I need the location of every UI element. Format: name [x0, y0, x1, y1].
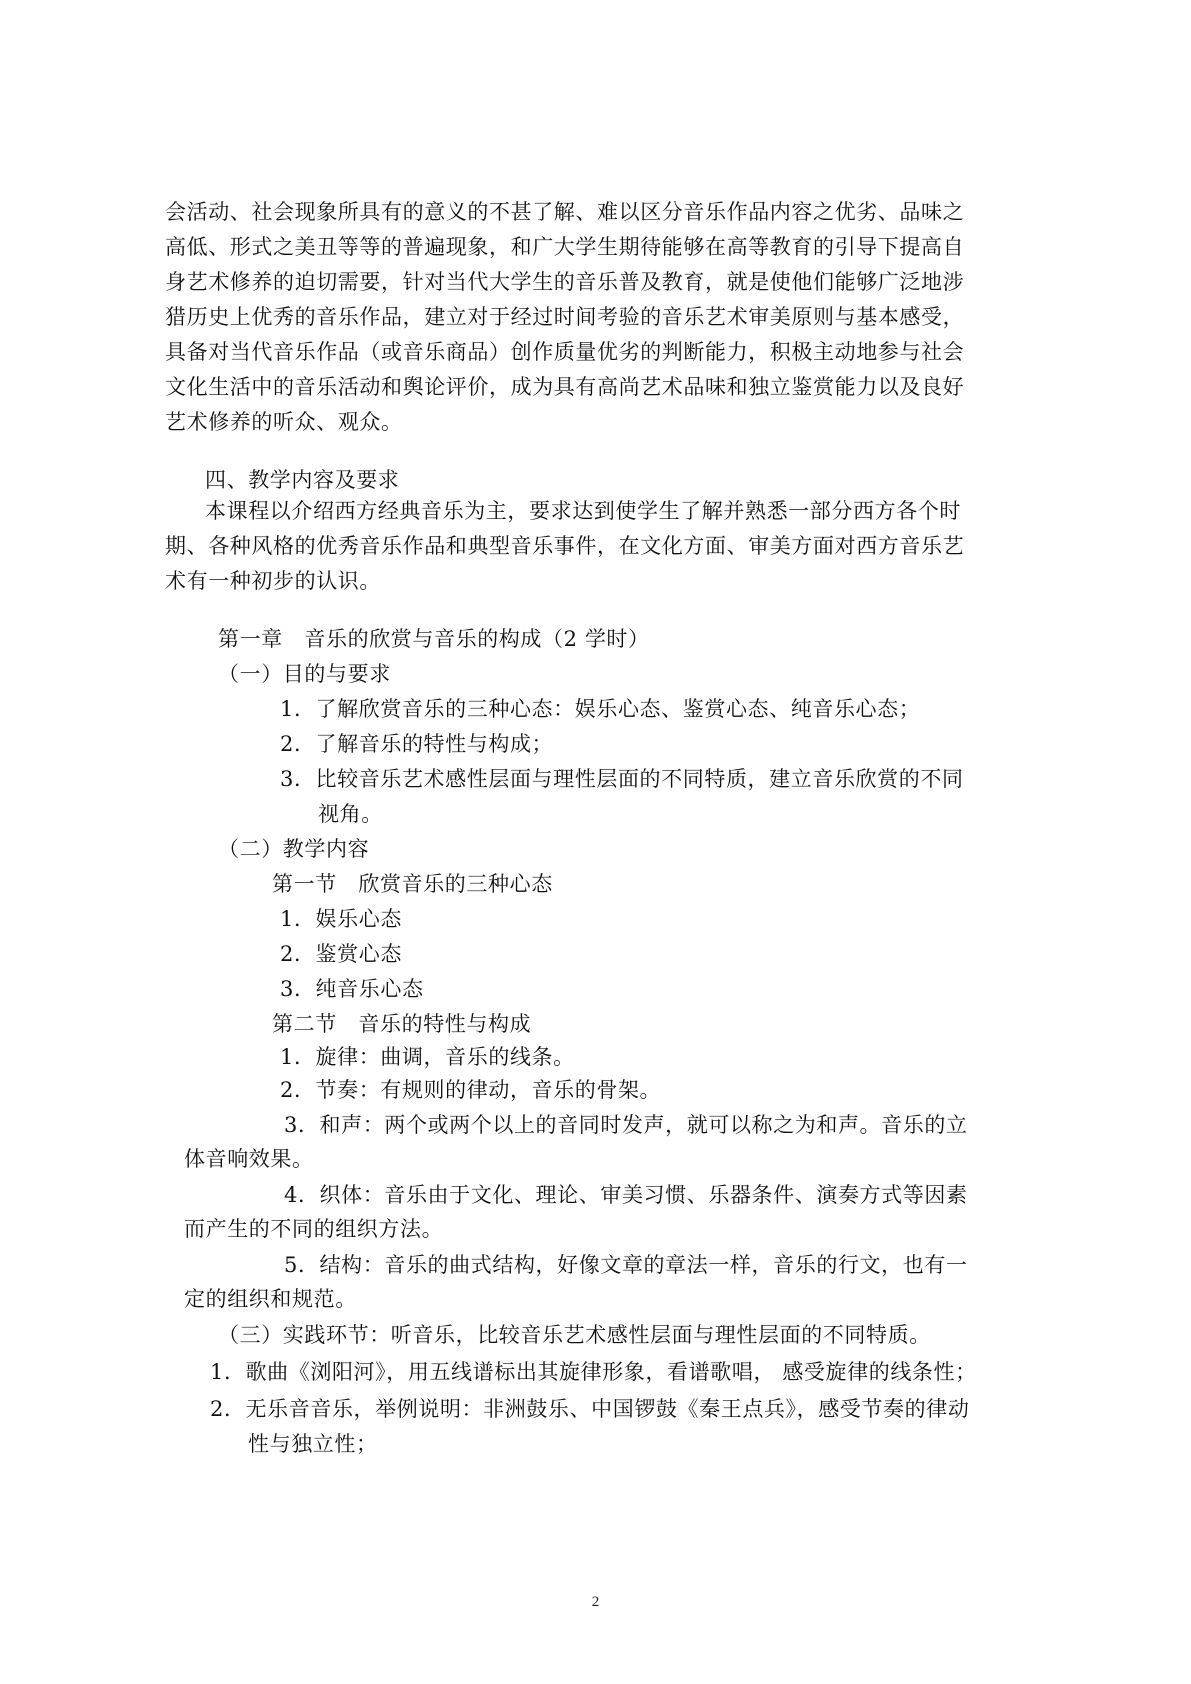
list-item-continuation: 性与独立性；: [248, 1432, 378, 1456]
text-line: 猎历史上优秀的音乐作品，建立对于经过时间考验的音乐艺术审美原则与基本感受，: [165, 305, 965, 329]
text-line: 身艺术修养的迫切需要，针对当代大学生的音乐普及教育，就是使他们能够广泛地涉: [165, 270, 965, 294]
text-line: 会活动、社会现象所具有的意义的不甚了解、难以区分音乐作品内容之优劣、品味之: [165, 200, 965, 224]
subsection-heading: （二）教学内容: [218, 837, 370, 861]
list-item: 2．了解音乐的特性与构成；: [280, 732, 554, 756]
list-item: 1．歌曲《浏阳河》，用五线谱标出其旋律形象，看谱歌唱， 感受旋律的线条性；: [210, 1360, 977, 1384]
text-line: 文化生活中的音乐活动和舆论评价，成为具有高尚艺术品味和独立鉴赏能力以及良好: [165, 375, 965, 399]
subsection-heading: （三）实践环节：听音乐，比较音乐艺术感性层面与理性层面的不同特质。: [218, 1323, 931, 1347]
text-line: 具备对当代音乐作品（或音乐商品）创作质量优劣的判断能力，积极主动地参与社会: [165, 340, 965, 364]
list-item: 2．节奏：有规则的律动，音乐的骨架。: [280, 1078, 662, 1102]
list-item: 1．旋律：曲调，音乐的线条。: [280, 1045, 575, 1069]
list-item: 3．和声：两个或两个以上的音同时发声，就可以称之为和声。音乐的立: [284, 1113, 968, 1137]
text-line: 本课程以介绍西方经典音乐为主，要求达到使学生了解并熟悉一部分西方各个时: [205, 499, 961, 523]
list-item-continuation: 体音响效果。: [184, 1147, 314, 1171]
list-item-continuation: 视角。: [318, 802, 383, 826]
list-item: 3．比较音乐艺术感性层面与理性层面的不同特质，建立音乐欣赏的不同: [280, 767, 964, 791]
list-item: 4．织体：音乐由于文化、理论、审美习惯、乐器条件、演奏方式等因素: [284, 1183, 968, 1207]
list-item: 1．娱乐心态: [280, 907, 402, 931]
list-item: 3．纯音乐心态: [280, 977, 424, 1001]
text-line: 艺术修养的听众、观众。: [165, 410, 403, 434]
list-item-continuation: 而产生的不同的组织方法。: [184, 1217, 444, 1241]
subsection-heading: （一）目的与要求: [218, 662, 391, 686]
text-line: 高低、形式之美丑等等的普遍现象，和广大学生期待能够在高等教育的引导下提高自: [165, 235, 965, 259]
list-item: 5．结构：音乐的曲式结构，好像文章的章法一样，音乐的行文，也有一: [284, 1253, 968, 1277]
page-number: 2: [591, 1594, 600, 1610]
text-line: 期、各种风格的优秀音乐作品和典型音乐事件，在文化方面、审美方面对西方音乐艺: [165, 534, 965, 558]
list-item: 2．鉴赏心态: [280, 942, 402, 966]
chapter-heading: 第一章 音乐的欣赏与音乐的构成（2 学时）: [218, 627, 650, 651]
section-heading: 四、教学内容及要求: [205, 468, 400, 492]
section-title: 第一节 欣赏音乐的三种心态: [272, 872, 553, 896]
list-item-continuation: 定的组织和规范。: [184, 1287, 357, 1311]
list-item: 2．无乐音音乐，举例说明：非洲鼓乐、中国锣鼓《秦王点兵》，感受节奏的律动: [210, 1397, 970, 1421]
section-title: 第二节 音乐的特性与构成: [272, 1012, 532, 1036]
list-item: 1．了解欣赏音乐的三种心态：娱乐心态、鉴赏心态、纯音乐心态；: [280, 697, 921, 721]
text-line: 术有一种初步的认识。: [165, 569, 381, 593]
